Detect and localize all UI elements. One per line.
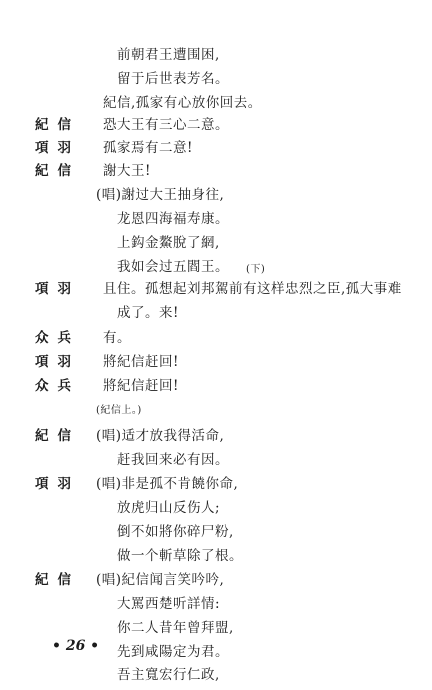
dialogue-line: 有。	[103, 330, 131, 346]
sung-line: (唱)适才放我得活命,	[96, 428, 225, 444]
verse-line: 上鈎金鰲脫了網,	[117, 235, 220, 251]
speaker-label: 众兵	[35, 330, 80, 346]
verse-line: 放虎归山反伤人;	[117, 500, 221, 516]
verse-line: 大罵西楚听詳情:	[117, 596, 221, 612]
sung-line: (唱)謝过大王抽身往,	[96, 187, 225, 203]
speaker-label: 項羽	[35, 354, 80, 370]
speaker-label: 項羽	[35, 281, 80, 297]
verse-line: 留于后世表芳名。	[117, 71, 229, 87]
dialogue-line: 恐大王有三心二意。	[103, 117, 229, 133]
dialogue-line: 孤家焉有二意!	[103, 140, 193, 156]
verse-line: 我如会过五閻王。	[117, 259, 229, 275]
verse-line: 做一个斬草除了根。	[117, 548, 243, 564]
speaker-label: 紀信	[35, 117, 80, 133]
dialogue-line: 成了。来!	[117, 305, 179, 321]
stage-direction: (紀信上。)	[96, 405, 142, 416]
stage-direction: (下)	[246, 264, 266, 275]
speaker-label: 紀信	[35, 428, 80, 444]
verse-line: 倒不如將你碎尸粉,	[117, 524, 234, 540]
verse-line: 龙恩四海福寿康。	[117, 211, 229, 227]
verse-line: 先到咸陽定为君。	[117, 644, 229, 660]
dialogue-line: 將紀信赶回!	[103, 354, 179, 370]
dialogue-line: 謝大王!	[103, 163, 151, 179]
speaker-label: 紀信	[35, 572, 80, 588]
dialogue-line: 將紀信赶回!	[103, 378, 179, 394]
speaker-label: 項羽	[35, 140, 80, 156]
dialogue-line: 且住。孤想起刘邦駕前有这样忠烈之臣,孤大事难	[103, 281, 402, 297]
speaker-label: 項羽	[35, 476, 80, 492]
speaker-label: 众兵	[35, 378, 80, 394]
sung-line: (唱)非是孤不肯饒你命,	[96, 476, 239, 492]
speaker-label: 紀信	[35, 163, 80, 179]
verse-line: 吾主寬宏行仁政,	[117, 667, 220, 683]
page-number: • 26 •	[52, 638, 100, 654]
sung-line: (唱)紀信闻言笑吟吟,	[96, 572, 225, 588]
verse-line: 你二人昔年曾拜盟,	[117, 620, 234, 636]
verse-line: 赶我回来必有因。	[117, 452, 229, 468]
verse-line: 前朝君王遭围困,	[117, 47, 220, 63]
dialogue-line: 紀信,孤家有心放你回去。	[103, 95, 262, 111]
